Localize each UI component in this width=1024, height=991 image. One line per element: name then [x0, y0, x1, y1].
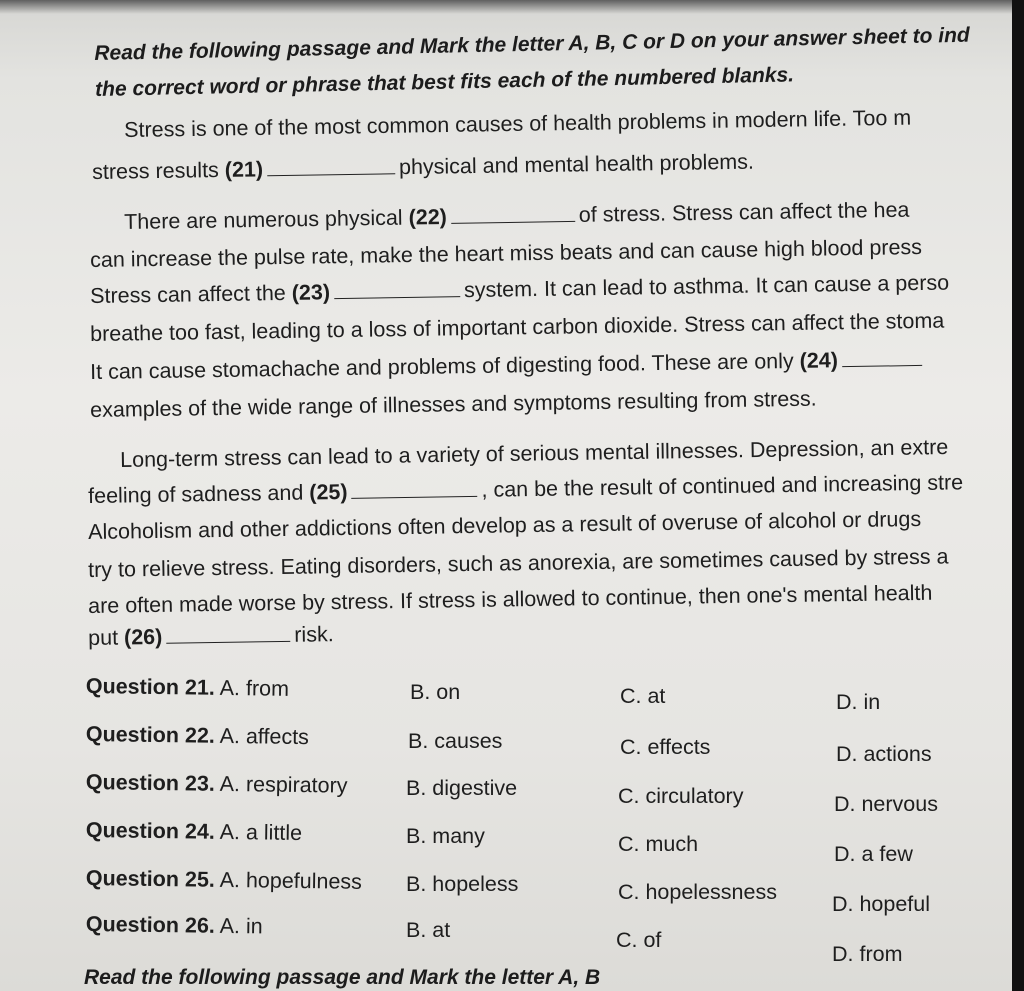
blank-23[interactable] — [334, 295, 460, 299]
option-d[interactable]: D. hopeful — [832, 892, 931, 916]
question-25 — [86, 866, 362, 895]
passage-text: , can be the result of continued and increasing stre — [481, 470, 964, 502]
blank-number-21: (21) — [224, 157, 264, 182]
option-b[interactable]: B. causes — [408, 729, 503, 753]
passage-line — [88, 622, 334, 651]
blank-number-23: (23) — [291, 280, 331, 305]
option-a[interactable]: A. in — [219, 913, 263, 939]
option-b[interactable]: B. many — [406, 824, 485, 848]
blank-25[interactable] — [352, 495, 478, 499]
passage-text: can increase the pulse rate, make the heart miss beats and can cause high blood press — [90, 234, 923, 272]
blank-number-25: (25) — [309, 479, 348, 505]
passage-text: risk. — [294, 622, 334, 647]
passage-text: are often made worse by stress. If stress is allowed to continue, then one's mental health — [88, 580, 933, 618]
option-d[interactable]: D. from — [832, 942, 903, 966]
question-23 — [86, 770, 348, 799]
passage-text: breathe too fast, leading to a loss of important carbon dioxide. Stress can affect the stoma — [90, 308, 945, 346]
instructions-line-1: Read the following passage and Mark the letter A, B, C or D on your answer sheet to ind — [94, 23, 970, 65]
passage-text: feeling of sadness and — [88, 480, 304, 508]
question-24 — [86, 818, 303, 846]
option-a[interactable]: A. affects — [219, 723, 310, 750]
option-d[interactable]: D. actions — [836, 742, 932, 766]
option-b[interactable]: B. on — [410, 680, 461, 704]
next-section-instructions: Read the following passage and Mark the letter A, B — [84, 966, 601, 989]
blank-26[interactable] — [166, 640, 290, 644]
passage-text: It can cause stomachache and problems of digesting food. These are only — [90, 348, 794, 384]
question-label: Question 26. — [85, 912, 216, 938]
passage-line — [90, 271, 949, 309]
question-label: Question 23. — [85, 770, 216, 796]
passage-line — [120, 435, 948, 473]
passage-text: Stress is one of the most common causes of health problems in modern life. Too m — [124, 105, 912, 142]
passage-line — [92, 150, 754, 185]
passage-line — [90, 235, 922, 273]
passage-text: Long-term stress can lead to a variety of serious mental illnesses. Depression, an extre — [120, 434, 949, 472]
option-d[interactable]: D. a few — [834, 842, 913, 866]
passage-line — [90, 309, 944, 347]
passage-line — [88, 544, 949, 583]
passage-line — [88, 581, 933, 619]
question-label: Question 22. — [85, 722, 216, 748]
blank-24[interactable] — [842, 364, 922, 367]
option-c[interactable]: C. effects — [620, 735, 711, 759]
question-26 — [86, 912, 263, 939]
blank-number-24: (24) — [799, 348, 839, 373]
passage-line — [90, 347, 926, 385]
passage-text: There are numerous physical — [124, 205, 403, 234]
instructions — [94, 17, 1014, 108]
option-a[interactable]: A. from — [219, 675, 290, 701]
passage-line — [124, 106, 911, 143]
top-shadow — [0, 0, 1014, 14]
blank-number-22: (22) — [408, 204, 448, 230]
passage-text: Alcoholism and other addictions often develop as a result of overuse of alcohol or drugs — [88, 506, 922, 544]
passage-text: try to relieve stress. Eating disorders, such as anorexia, are sometimes caused by stress a — [88, 544, 949, 582]
blank-22[interactable] — [451, 220, 575, 224]
question-label: Question 21. — [85, 674, 216, 700]
passage-text: system. It can lead to asthma. It can cause a perso — [463, 270, 950, 303]
option-d[interactable]: D. nervous — [834, 792, 938, 816]
passage-line — [88, 507, 921, 545]
photo-dark-edge — [1012, 0, 1024, 991]
option-c[interactable]: C. circulatory — [618, 784, 744, 808]
option-c[interactable]: C. much — [618, 832, 699, 856]
blank-21[interactable] — [267, 172, 395, 176]
option-d[interactable]: D. in — [836, 690, 881, 714]
question-label: Question 25. — [85, 866, 216, 892]
option-a[interactable]: A. a little — [219, 819, 303, 846]
passage-text: physical and mental health problems. — [398, 149, 755, 180]
option-b[interactable]: B. digestive — [406, 776, 518, 800]
blank-number-26: (26) — [123, 624, 163, 650]
question-21 — [86, 674, 289, 702]
option-a[interactable]: A. respiratory — [219, 771, 348, 798]
option-b[interactable]: B. hopeless — [406, 872, 519, 896]
passage-line — [124, 198, 910, 235]
question-label: Question 24. — [85, 818, 216, 844]
passage-text: of stress. Stress can affect the hea — [578, 197, 910, 227]
option-b[interactable]: B. at — [406, 918, 451, 942]
passage-text: examples of the wide range of illnesses and symptoms resulting from stress. — [90, 386, 817, 422]
option-c[interactable]: C. of — [616, 928, 662, 952]
option-c[interactable]: C. at — [620, 684, 666, 708]
passage-text: stress results — [92, 158, 220, 184]
passage-line — [90, 387, 817, 423]
passage-line — [88, 470, 963, 509]
option-a[interactable]: A. hopefulness — [219, 867, 363, 894]
question-22 — [86, 722, 309, 750]
instructions-line-2: the correct word or phrase that best fits each of the numbered blanks. — [94, 63, 795, 101]
passage-text: Stress can affect the — [90, 280, 286, 308]
option-c[interactable]: C. hopelessness — [618, 880, 777, 904]
passage-text: put — [88, 625, 119, 650]
